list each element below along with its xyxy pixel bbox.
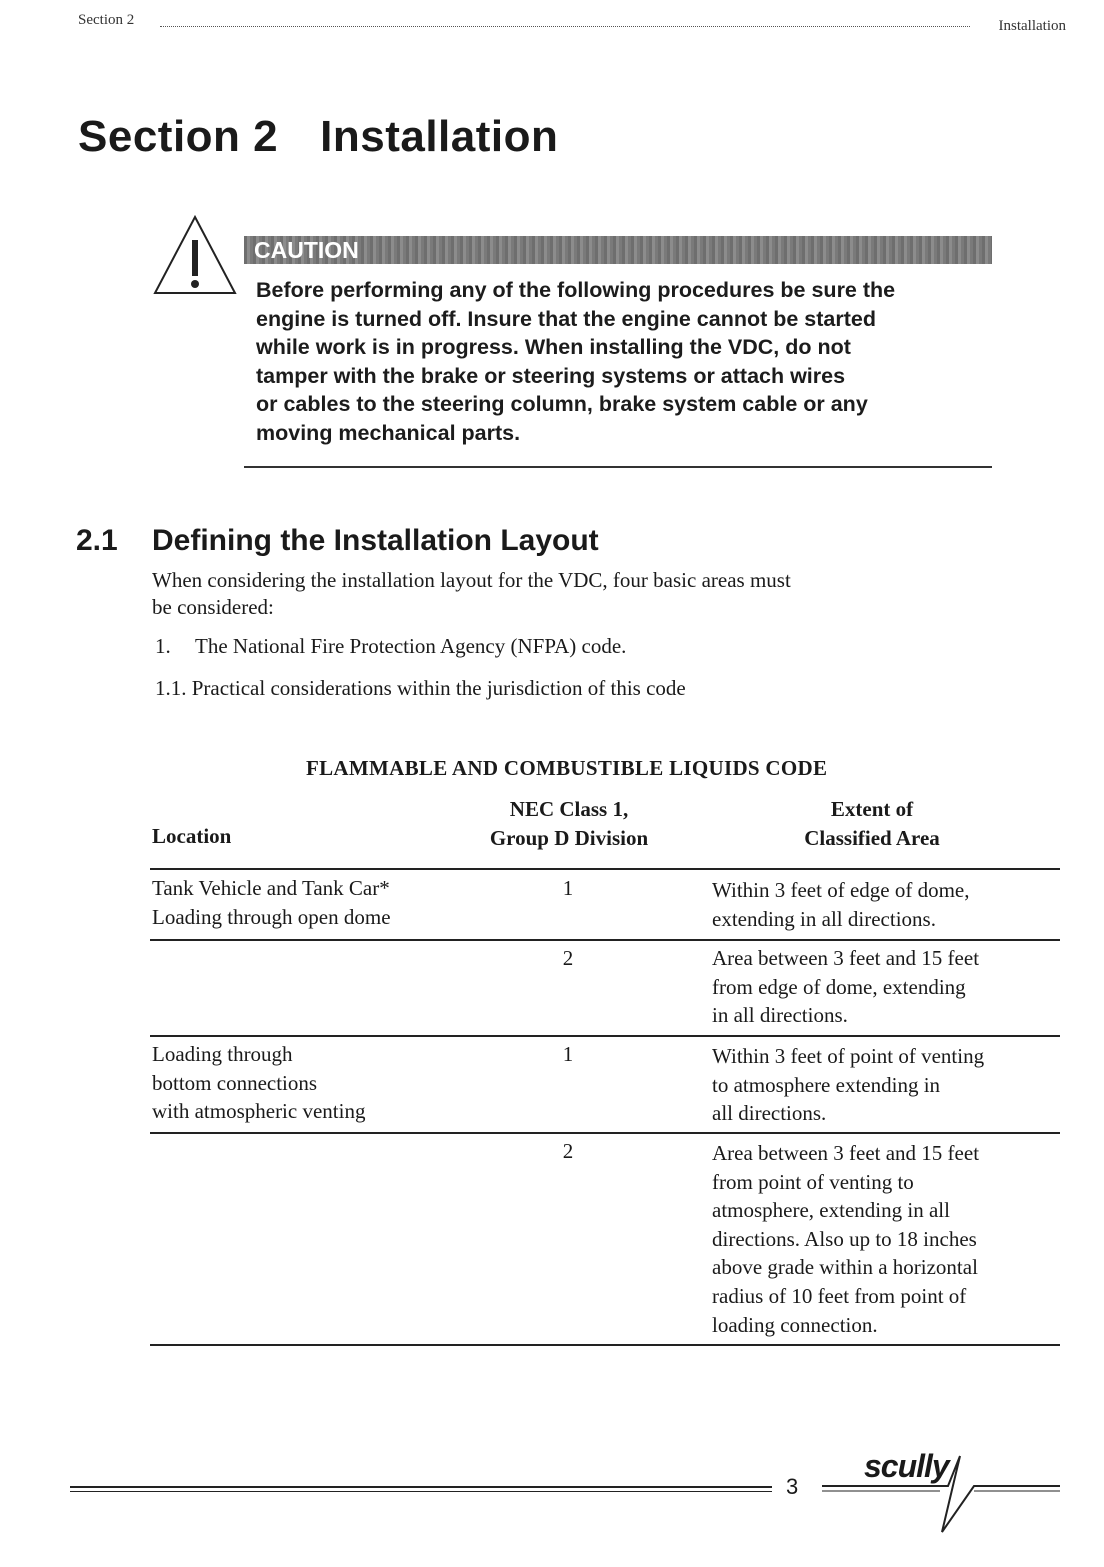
cell-line: bottom connections	[152, 1070, 318, 1095]
subsection-number: 2.1	[76, 524, 118, 557]
table-cell-extent	[712, 944, 1057, 1030]
cell-line: Tank Vehicle and Tank Car*	[152, 876, 390, 900]
caution-line: while work is in progress. When installing the VDC, do not	[256, 335, 851, 360]
list-item	[155, 676, 686, 701]
cell-line: radius of 10 feet from point of	[712, 1283, 967, 1308]
footer-rule	[70, 1486, 772, 1488]
cell-line: Area between 3 feet and 15 feet	[712, 946, 980, 970]
section-title	[78, 112, 558, 162]
list-item	[155, 634, 626, 659]
table-cell-extent	[712, 1042, 1057, 1128]
cell-line: atmosphere, extending in all	[712, 1198, 950, 1223]
caution-divider	[244, 466, 992, 468]
column-header-line: Extent of	[830, 797, 914, 821]
caution-banner	[244, 236, 992, 264]
cell-line: Within 3 feet of edge of dome,	[712, 878, 970, 902]
caution-label: CAUTION	[254, 237, 359, 263]
table-cell-extent	[712, 876, 1057, 933]
table-cell-location	[152, 1040, 462, 1126]
caution-line: moving mechanical parts.	[256, 420, 521, 445]
cell-line: Within 3 feet of point of venting	[712, 1044, 985, 1068]
table-rule	[150, 868, 1060, 870]
column-header-line: NEC Class 1,	[509, 797, 629, 821]
list-item-number: 1.1.	[155, 676, 187, 700]
cell-line: from edge of dome, extending	[712, 974, 966, 999]
list-item-text: Practical considerations within the jurisdiction of this code	[191, 676, 686, 700]
column-header-location: Location	[152, 824, 232, 848]
table-rule	[150, 1035, 1060, 1037]
column-header-line: Group D Division	[489, 826, 649, 850]
table-cell-division: 2	[562, 1139, 574, 1163]
running-header-left: Section 2	[78, 12, 135, 28]
caution-line: engine is turned off. Insure that the engine cannot be started	[256, 306, 876, 331]
cell-line: from point of venting to	[712, 1169, 914, 1194]
cell-line: to atmosphere extending in	[712, 1072, 941, 1097]
intro-paragraph	[152, 567, 952, 621]
table-cell-location	[152, 874, 462, 931]
cell-line: all directions.	[712, 1101, 827, 1126]
cell-line: Loading through	[152, 1042, 293, 1066]
intro-line: be considered:	[152, 595, 274, 619]
column-header-extent	[776, 795, 968, 853]
cell-line: Area between 3 feet and 15 feet	[712, 1141, 980, 1165]
table-rule	[150, 1132, 1060, 1134]
cell-line: above grade within a horizontal	[712, 1255, 978, 1280]
column-header-division	[468, 795, 670, 853]
table-caption: FLAMMABLE AND COMBUSTIBLE LIQUIDS CODE	[306, 756, 828, 780]
logo-text: scully	[864, 1448, 949, 1484]
cell-line: with atmospheric venting	[152, 1099, 366, 1124]
intro-line: When considering the installation layout for the VDC, four basic areas must	[152, 568, 791, 592]
caution-line: Before performing any of the following procedures be sure the	[256, 278, 896, 302]
cell-line: in all directions.	[712, 1003, 848, 1028]
list-item-text: The National Fire Protection Agency (NFPA) code.	[195, 634, 627, 658]
caution-line: tamper with the brake or steering systems or attach wires	[256, 363, 846, 388]
table-cell-extent	[712, 1139, 1057, 1339]
table-rule	[150, 939, 1060, 941]
table-cell-division: 2	[562, 946, 574, 970]
caution-line: or cables to the steering column, brake system cable or any	[256, 392, 868, 417]
cell-line: loading connection.	[712, 1312, 878, 1337]
cell-line: Loading through open dome	[152, 904, 391, 929]
cell-line: directions. Also up to 18 inches	[712, 1226, 977, 1251]
section-title-text: Installation	[320, 112, 559, 161]
warning-icon	[152, 214, 238, 296]
cell-line: extending in all directions.	[712, 906, 936, 931]
section-number: Section 2	[78, 112, 279, 161]
caution-text	[256, 276, 986, 448]
running-header	[78, 12, 1066, 36]
page-number: 3	[786, 1474, 799, 1499]
running-header-leader	[160, 26, 970, 27]
footer-rule	[70, 1491, 772, 1492]
table-rule	[150, 1344, 1060, 1346]
table-cell-division: 1	[562, 876, 574, 900]
list-item-number: 1.	[155, 634, 171, 658]
table-cell-division: 1	[562, 1042, 574, 1066]
column-header-line: Classified Area	[804, 826, 940, 850]
running-header-right: Installation	[998, 18, 1066, 34]
subsection-title: Defining the Installation Layout	[152, 524, 599, 557]
